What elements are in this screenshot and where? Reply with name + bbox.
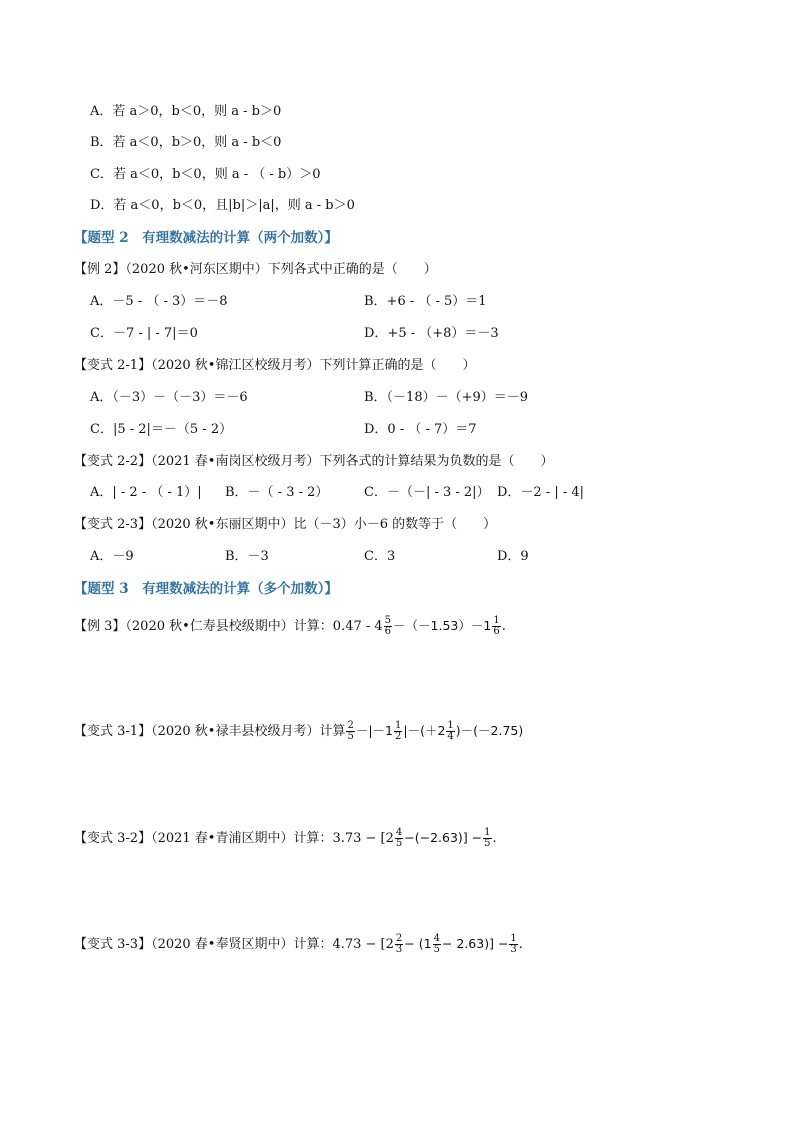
option-d: D．－2 - | - 4|	[497, 485, 585, 500]
option-b: B．－3	[225, 549, 269, 564]
option-c: C．－（－| - 3 - 2|）	[364, 485, 490, 500]
option-c: C．若 a＜0，b＜0，则 a - （ - b）＞0	[90, 167, 321, 182]
fraction: $\frac{1}{5}$	[484, 827, 491, 849]
option-c: C．3	[364, 549, 396, 564]
option-d: D．+5 - （+8）＝－3	[364, 326, 499, 341]
option-c: C．－7 - | - 7|＝0	[90, 326, 198, 341]
stem-text: 【变式 3-1】（2020 秋•禄丰县校级月考）计算	[74, 724, 346, 739]
question-stem: 【变式 2-3】（2020 秋•东丽区期中）比（－3）小－6 的数等于（ ）	[74, 517, 497, 532]
option-a: A．－9	[90, 549, 134, 564]
option-d: D．0 - （ - 7）＝7	[364, 422, 477, 437]
section-title: 【题型 2 有理数减法的计算（两个加数）】	[74, 230, 338, 246]
option-d: D．若 a＜0，b＜0，且|b|＞|a|，则 a - b＞0	[90, 198, 355, 213]
stem-text: 【变式 3-3】（2020 春•奉贤区期中）计算：4.73 − [2	[74, 937, 394, 952]
fraction: $\frac{1}{3}$	[510, 933, 517, 955]
option-b: B．（－18）－（+9）＝－9	[364, 390, 529, 405]
fraction: $\frac{5}{6}$	[384, 615, 392, 637]
option-a: A．－5 - （ - 3）＝－8	[90, 294, 228, 309]
fraction: $\frac{4}{5}$	[395, 827, 403, 849]
fraction: $\frac{2}{3}$	[395, 933, 403, 955]
option-c: C．|5 - 2|＝－（5 - 2）	[90, 422, 233, 437]
question-stem: 【变式 2-1】（2020 秋•锦江区校级月考）下列计算正确的是（ ）	[74, 358, 476, 373]
fraction: $\frac{1}{4}$	[447, 720, 454, 742]
option-a: A．若 a＞0，b＜0，则 a - b＞0	[90, 104, 282, 119]
question-stem: 【变式 3-1】（2020 秋•禄丰县校级月考）计算 $\frac{2}{5}$ －|－1 $\frac{1}{2}$ |－(＋2 $\frac{1}{4}$ )－(－2.75)	[74, 720, 524, 742]
option-b: B．－（ - 3 - 2）	[225, 485, 329, 500]
fraction: $\frac{4}{5}$	[433, 933, 440, 955]
option-d: D．9	[497, 549, 529, 564]
section-title: 【题型 3 有理数减法的计算（多个加数）】	[74, 581, 338, 597]
stem-text: －（－1.53）－1	[393, 618, 492, 633]
option-b: B．若 a＜0，b＞0，则 a - b＜0	[90, 135, 282, 150]
fraction: $\frac{1}{6}$	[493, 615, 500, 637]
stem-text: 【变式 3-2】（2021 春•青浦区期中）计算：3.73 − [2	[74, 831, 394, 846]
option-a: A．| - 2 - （ - 1）|	[90, 485, 202, 500]
fraction: $\frac{1}{2}$	[395, 720, 402, 742]
question-stem: 【变式 3-2】（2021 春•青浦区期中）计算：3.73 − [2 $\frac{4}{5}$ −(−2.63)] − $\frac{1}{5}$ .	[74, 827, 497, 849]
question-stem: 【变式 2-2】（2021 春•南岗区校级月考）下列各式的计算结果为负数的是（ ）	[74, 454, 554, 469]
option-a: A．（－3）－（－3）＝－6	[90, 390, 248, 405]
question-stem: 【例 2】（2020 秋•河东区期中）下列各式中正确的是（ ）	[74, 262, 437, 277]
question-stem: 【例 3】（2020 秋•仁寿县校级期中）计算：0.47 - 4 $\frac{5}{6}$ －（－1.53）－1 $\frac{1}{6}$ .	[74, 615, 506, 637]
stem-text: 【例 3】（2020 秋•仁寿县校级期中）计算：0.47 - 4	[74, 619, 383, 634]
fraction: $\frac{2}{5}$	[347, 720, 354, 742]
question-stem: 【变式 3-3】（2020 春•奉贤区期中）计算：4.73 − [2 $\frac{2}{3}$ − (1 $\frac{4}{5}$ − 2.63)] − $\frac{1}{3}$ .	[74, 933, 523, 955]
option-b: B．+6 - （ - 5）＝1	[364, 294, 487, 309]
